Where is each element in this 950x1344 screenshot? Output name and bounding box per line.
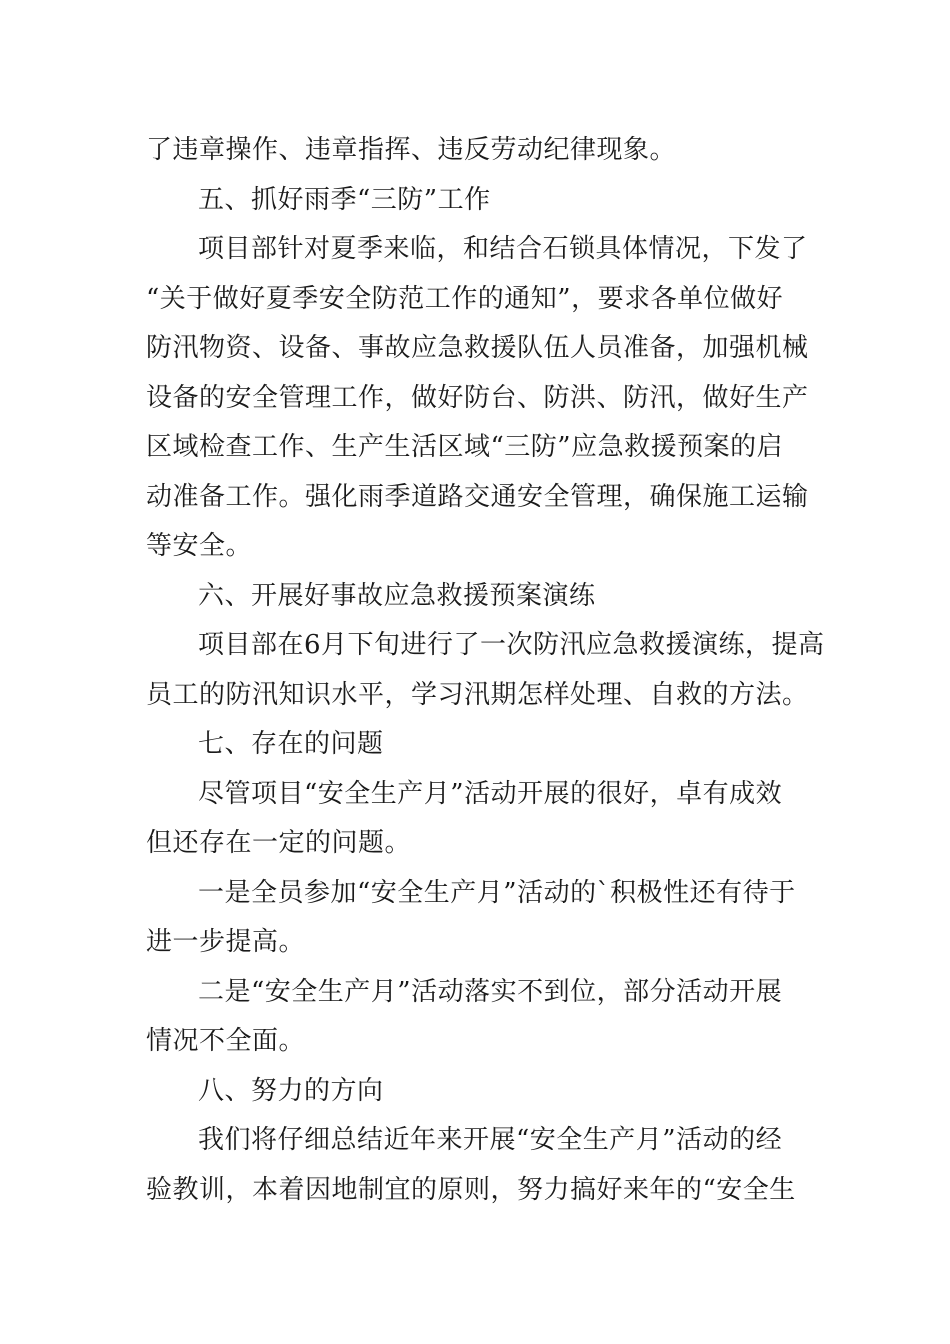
section-heading: 七、存在的问题 (198, 729, 384, 759)
text-line: 一是全员参加“安全生产月”活动的`积极性还有待于 (198, 877, 796, 908)
section-heading: 八、努力的方向 (198, 1075, 384, 1106)
text-line: 验教训，本着因地制宜的原则，努力搞好来年的“安全生 (146, 1174, 796, 1205)
section-heading: 六、开展好事故应急救援预案演练 (198, 580, 596, 611)
text-line: 防汛物资、设备、事故应急救援队伍人员准备，加强机械 (146, 333, 809, 363)
text-line: 项目部在6月下旬进行了一次防汛应急救援演练，提高 (198, 630, 825, 660)
text-line: 区域检查工作、生产生活区域“三防”应急救援预案的启 (146, 432, 784, 462)
text-line: “关于做好夏季安全防范工作的通知”，要求各单位做好 (146, 283, 784, 314)
text-line: 设备的安全管理工作，做好防台、防洪、防汛，做好生产 (146, 382, 809, 413)
text-line: 进一步提高。 (146, 927, 306, 957)
text-line: 我们将仔细总结近年来开展“安全生产月”活动的经 (198, 1125, 783, 1155)
text-line: 员工的防汛知识水平，学习汛期怎样处理、自救的方法。 (146, 679, 809, 710)
document-body (146, 126, 825, 1215)
text-line: 项目部针对夏季来临，和结合石锁具体情况，下发了 (198, 234, 808, 264)
text-line: 等安全。 (146, 531, 253, 561)
text-line: 动准备工作。强化雨季道路交通安全管理，确保施工运输 (146, 481, 809, 512)
text-line: 了违章操作、违章指挥、违反劳动纪律现象。 (146, 135, 677, 165)
text-line: 二是“安全生产月”活动落实不到位，部分活动开展 (198, 976, 783, 1007)
text-line: 尽管项目“安全生产月”活动开展的很好，卓有成效 (198, 778, 783, 809)
section-heading: 五、抓好雨季“三防”工作 (198, 184, 491, 215)
text-line: 但还存在一定的问题。 (146, 828, 412, 858)
text-line: 情况不全面。 (146, 1026, 306, 1056)
